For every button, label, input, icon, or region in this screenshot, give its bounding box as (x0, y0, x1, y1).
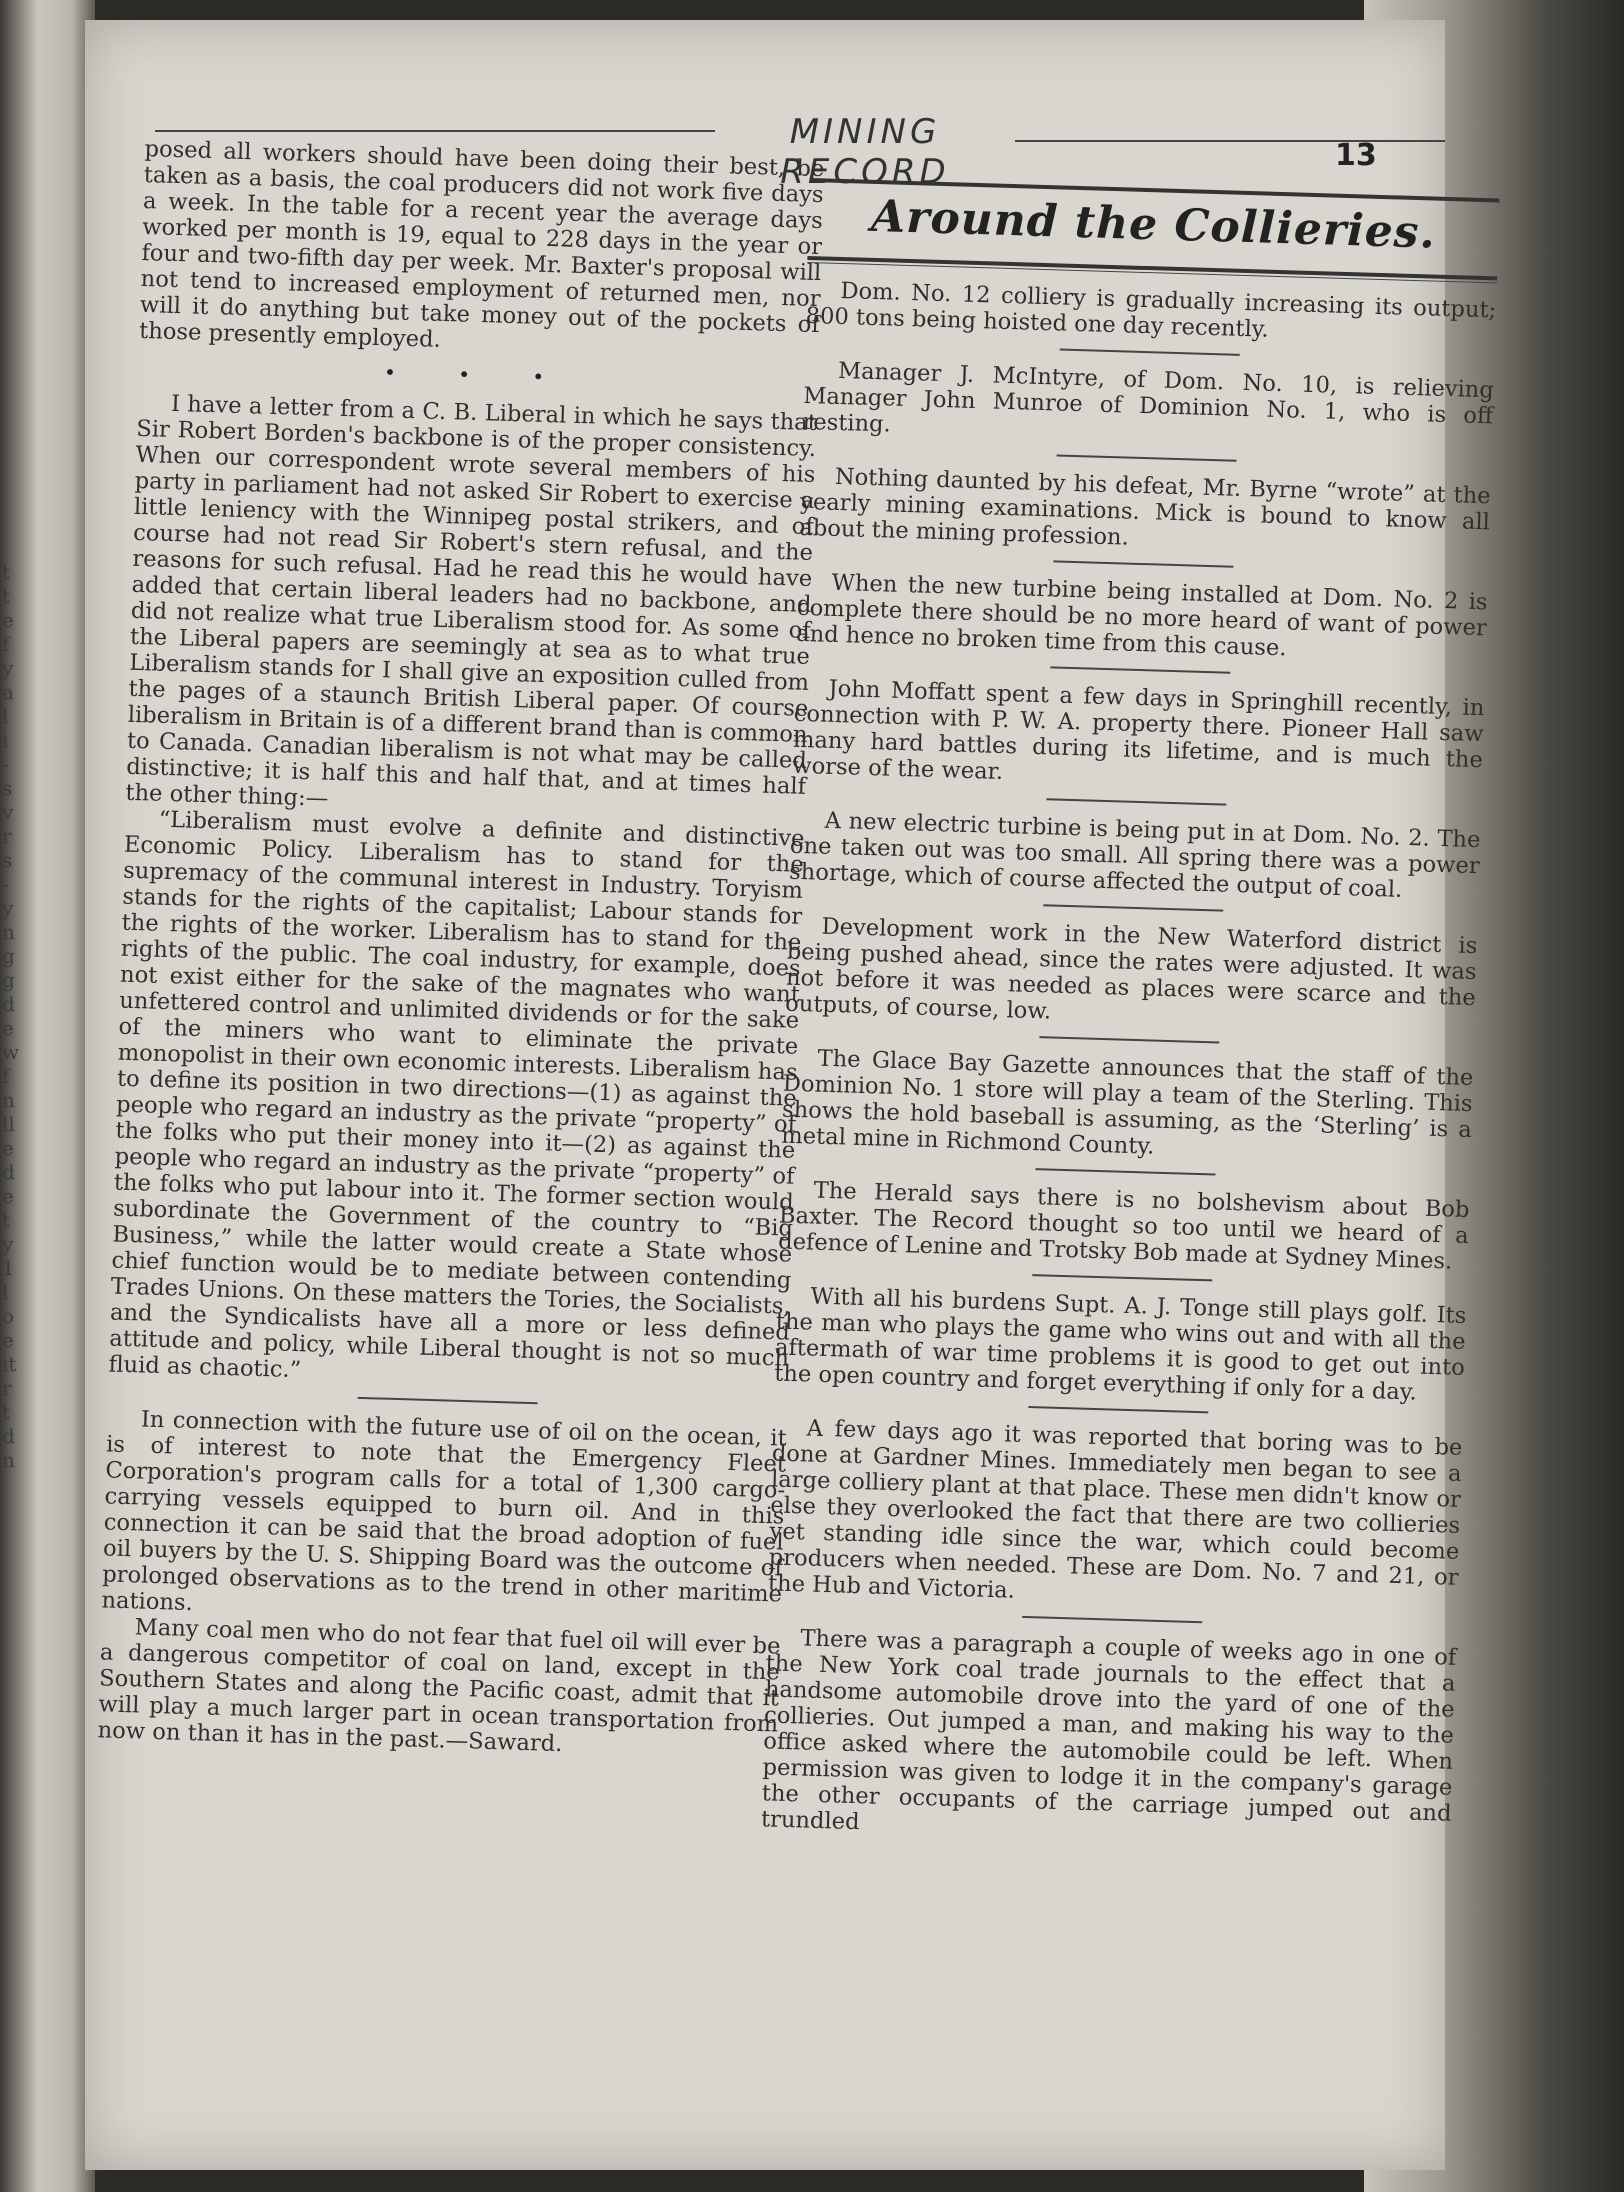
spine-fragment: e (2, 1016, 14, 1040)
spine-fragment: r (2, 824, 12, 848)
spine-fragment: s (2, 848, 13, 872)
spine-fragment: s (2, 776, 13, 800)
running-title: MINING RECORD (715, 112, 1015, 192)
news-item: John Moffatt spent a few days in Springhill recently, in connection with P. W. A. property there. Pioneer Hall saw many hard battles during its lifetime, and is much the worse of the wear. (791, 675, 1485, 785)
article-paragraph: “Liberalism must evolve a definite and distinctive Economic Policy. Liberalism has to stand for the supremacy of the communal interest in Industry. Toryism stands for the rights of the capitalist; Labour stands for the rights of the worker. Liberalism has to stand for the rights of the public. The coal industry, for example, does not exist either for the sake of the magnates who want unfettered control and unlimited dividends or for the sake of the miners who want to eliminate the private monopolist in their own economic interests. Liberalism has to define its position in two directions—(1) as against the people who regard an industry as the private “property” of the folks who put their money into it—(2) as against the people who regard an industry as the private “property” of the folks who put labour into it. The former section would subordinate the Government of the country to “Big Business,” while the latter would create a State whose chief function would be to mediate between contending Trades Unions. On these matters the Tories, the Socialists, and the Syndicalists have all a more or less defined attitude and policy, while Liberal thought is not so much fluid as chaotic.” (108, 806, 805, 1384)
spine-fragment: d (2, 992, 15, 1016)
spine-fragment: l (2, 1280, 9, 1304)
spine-fragment: y (2, 1232, 14, 1256)
spine-fragment: n (2, 1088, 15, 1112)
article-paragraph: I have a letter from a C. B. Liberal in which he says that Sir Robert Borden's backbone is of the proper consistency. When our correspondent wrote several members of his party in parliament had not asked Sir Robert to exercise a little leniency with the Winnipeg postal strikers, and of course had not read Sir Robert's stern refusal, and the reasons for such refusal. Had he read this he would have added that certain liberal leaders had no backbone, and did not realize what true Liberalism stood for. As some of the Liberal papers are seemingly at sea as to what true Liberalism stands for I shall give an exposition culled from the pages of a staunch British Liberal paper. Of course liberalism in Britain is of a different brand than is common to Canada. Canadian liberalism is not what may be called distinctive; it is half this and half that, and at times half the other thing:— (125, 390, 818, 812)
spine-fragment: e (2, 1184, 14, 1208)
news-item: A few days ago it was reported that boring was to be done at Gardner Mines. Immediately men began to see a large colliery plant at that place. These men didn't know or else they overlooked the fact that there are two collieries yet standing idle since the war, which could become producers when needed. These are Dom. No. 7 and 21, or the Hub and Victoria. (767, 1415, 1463, 1604)
item-divider (1050, 666, 1230, 673)
section-title: Around the Collieries. (870, 190, 1437, 259)
spine-fragment: y (2, 896, 14, 920)
news-item: Manager J. McIntyre, of Dom. No. 10, is relieving Manager John Munroe of Dominion No. 1, who is off resting. (802, 357, 1495, 438)
section-divider (358, 1397, 538, 1404)
colliery-news-items (761, 277, 1497, 1853)
item-divider (1022, 1616, 1202, 1623)
item-divider (1043, 904, 1223, 911)
header-rule-left (155, 130, 715, 132)
section-dots: • • • (383, 360, 573, 390)
spine-fragment: d (2, 1160, 15, 1184)
article-paragraph: In connection with the future use of oil on the ocean, it is of interest to note that the Emergency Fleet Corporation's program calls for a total of 1,300 cargo-carrying vessels equipped to burn oil. And in this connection it can be said that the broad adoption of fuel oil buyers by the U. S. Shipping Board was the outcome of prolonged observations as to the trend in other maritime nations. (101, 1406, 788, 1617)
magazine-page (85, 20, 1497, 2170)
item-divider (1039, 1036, 1219, 1043)
spine-fragment: - (2, 752, 9, 776)
item-divider (1032, 1274, 1212, 1281)
facing-page-fragments (2, 560, 18, 1472)
spine-fragment: t (2, 584, 11, 608)
page-number: 13 (1335, 138, 1377, 173)
spine-fragment: n (2, 1448, 15, 1472)
spine-fragment: it (2, 1352, 17, 1376)
spine-fragment: t (2, 560, 11, 584)
news-item: Dom. No. 12 colliery is gradually increasing its output; 800 tons being hoisted one day recently. (805, 277, 1497, 343)
spine-fragment: 1 (2, 1256, 15, 1280)
spine-fragment: f (2, 1064, 10, 1088)
spine-fragment: t (2, 1400, 11, 1424)
book-spine-gutter (0, 0, 95, 2192)
right-column (761, 170, 1500, 1853)
news-item: A new electric turbine is being put in at Dom. No. 2. The one taken out was too small. All spring there was a power shortage, which of course affected the output of coal. (788, 807, 1481, 903)
spine-fragment: g (2, 944, 15, 968)
item-divider (1060, 348, 1240, 355)
spine-fragment: g (2, 968, 15, 992)
spine-fragment: f (2, 632, 10, 656)
spine-fragment: n (2, 920, 15, 944)
item-divider (1053, 560, 1233, 567)
item-divider (1028, 1406, 1208, 1413)
spine-fragment: - (2, 872, 9, 896)
spine-fragment: ll (2, 1112, 15, 1136)
spine-fragment: r (2, 1376, 12, 1400)
spine-fragment: e (2, 1136, 14, 1160)
left-column (97, 136, 824, 1763)
news-item: When the new turbine being installed at Dom. No. 2 is complete there should be no more heard of want of power and hence no broken time from this cause. (795, 569, 1488, 662)
spine-fragment: d (2, 1424, 15, 1448)
news-item: With all his burdens Supt. A. J. Tonge still plays golf. Its the man who plays the game who wins out and with all the aftermath of war time problems it is good to get out into the open country and forget everything if only for a day. (773, 1283, 1467, 1406)
news-item: Nothing daunted by his defeat, Mr. Byrne “wrote” at the yearly mining examinations. Mick is bound to know all about the mining profession. (798, 463, 1492, 551)
spine-fragment: l (2, 704, 9, 728)
article-paragraph: Many coal men who do not fear that fuel oil will ever be a dangerous competitor of coal on land, except in the Southern States and along the Pacific coast, admit that it will play a much larger part in ocean transportation from now on than it has in the past.—Saward. (97, 1614, 781, 1758)
spine-fragment: e (2, 608, 14, 632)
spine-fragment: t (2, 1208, 11, 1232)
news-item: The Glace Bay Gazette announces that the staff of the Dominion No. 1 store will play a team of the Sterling. This shows the hold baseball is assuming, as the ‘Sterling’ is a metal mine in Richmond County. (780, 1045, 1474, 1160)
item-divider (1035, 1168, 1215, 1175)
spine-fragment: y (2, 656, 14, 680)
spine-fragment: a (2, 680, 14, 704)
spine-fragment: v (2, 800, 14, 824)
spine-fragment: i (2, 728, 9, 752)
article-paragraph: posed all workers should have been doing their best, be taken as a basis, the coal producers did not work five days a week. In the table for a recent year the average days worked per month is 19, equal to 228 days in the year or four and two-fifth day per week. Mr. Baxter's proposal will not tend to increased employment of returned men, nor will it do anything but take money out of the pockets of those presently employed. (138, 136, 825, 353)
news-item: The Herald says there is no bolshevism about Bob Baxter. The Record thought so too until we heard of a defence of Lenine and Trotsky Bob made at Sydney Mines. (777, 1177, 1470, 1275)
spine-fragment: o (2, 1304, 15, 1328)
spine-fragment: e (2, 1328, 14, 1352)
spine-fragment: w (2, 1040, 20, 1064)
news-item: Development work in the New Waterford district is being pushed ahead, since the rates were adjusted. It was not before it was needed as places were scarce and the outputs, of course, low. (784, 913, 1478, 1025)
news-item: There was a paragraph a couple of weeks ago in one of the New York coal trade journals to the effect that a handsome automobile drove into the yard of one of the collieries. Out jumped a man, and making his way to the office asked where the automobile could be left. When permission was given to lodge it in the company's garage the other occupants of the carriage jumped out and trundled (760, 1625, 1457, 1836)
item-divider (1057, 454, 1237, 461)
item-divider (1046, 798, 1226, 805)
